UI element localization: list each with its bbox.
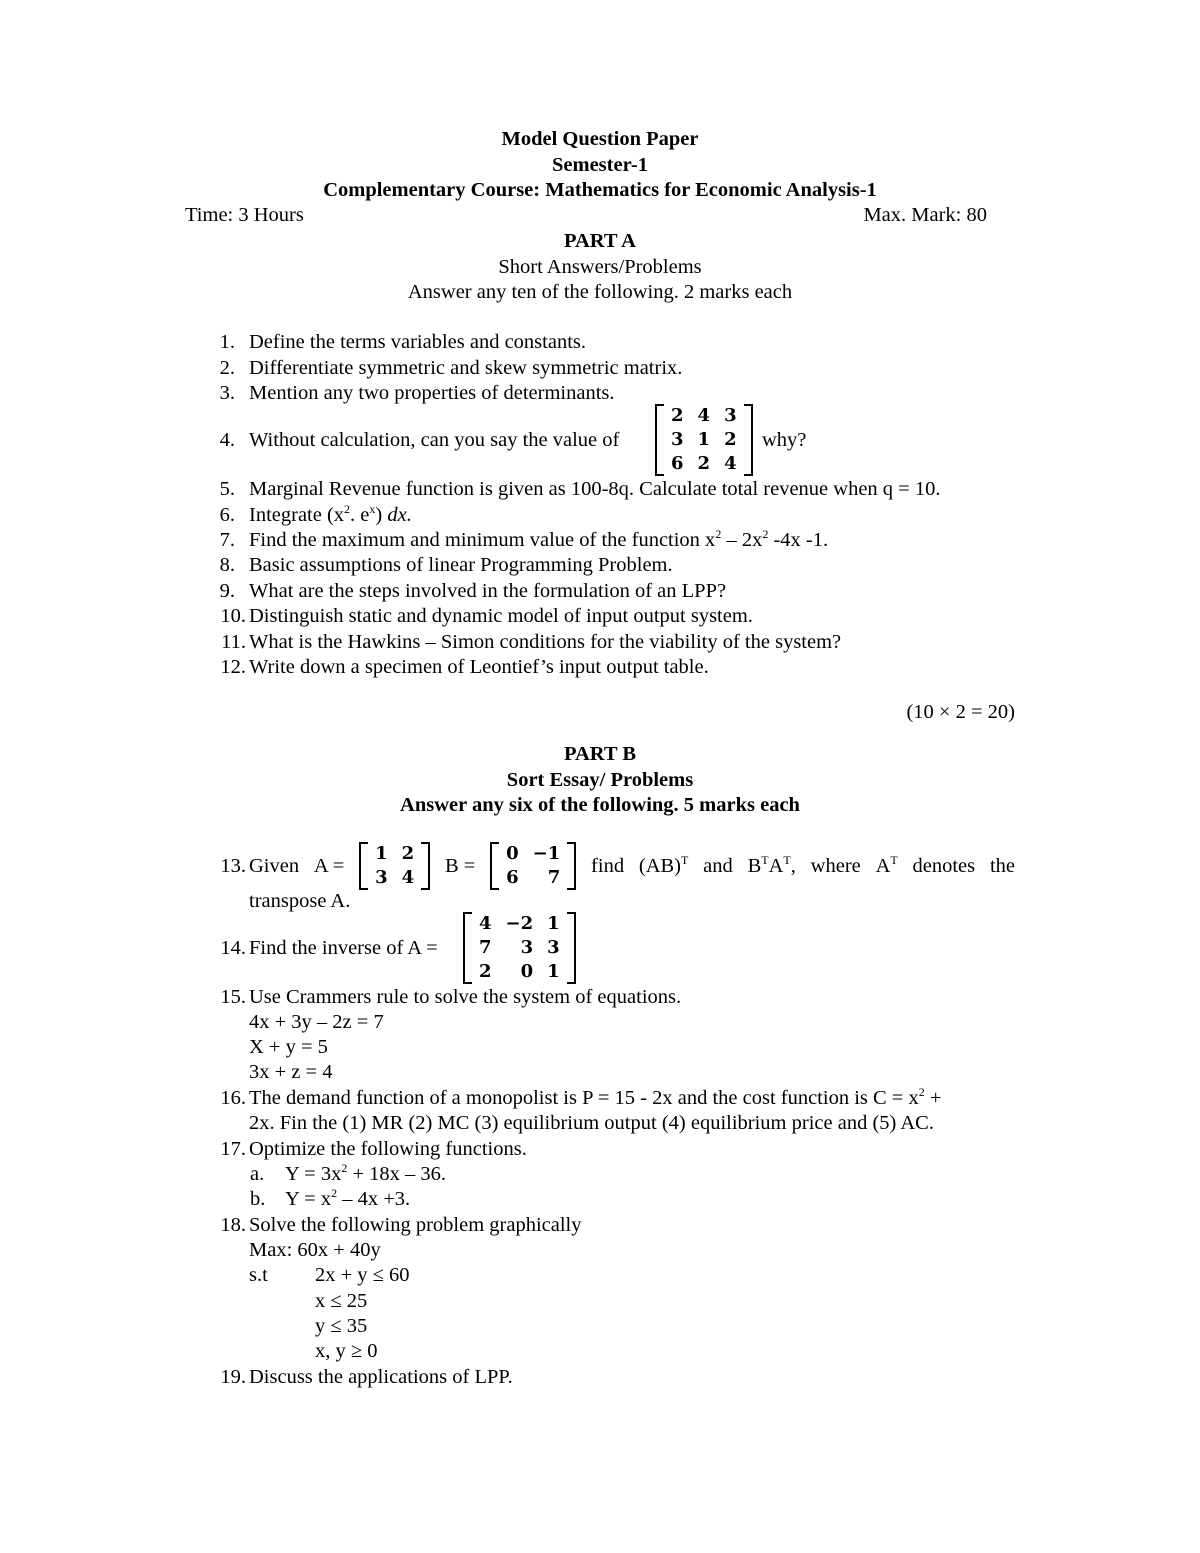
- question-number: 6.: [219, 504, 235, 526]
- question-text: Write down a specimen of Leontief’s input output table.: [249, 656, 709, 678]
- question-text: Mention any two properties of determinants.: [249, 382, 615, 404]
- sub-item-label: b.: [250, 1188, 266, 1210]
- objective: Max: 60x + 40y: [249, 1239, 381, 1261]
- constraint: x, y ≥ 0: [315, 1340, 378, 1362]
- question-number: 18.: [220, 1214, 246, 1236]
- question-text: Discuss the applications of LPP.: [249, 1366, 513, 1388]
- part-a-heading: PART A: [564, 230, 636, 252]
- matrix: 0 −1 6 7: [490, 842, 576, 890]
- sub-item-label: a.: [250, 1163, 265, 1185]
- question-text: 2x. Fin the (1) MR (2) MC (3) equilibrium output (4) equilibrium price and (5) AC.: [249, 1112, 934, 1134]
- sub-item-text: $Y = 3x^2 + 18x - 36$.: [285, 1161, 447, 1185]
- question-text: Differentiate symmetric and skew symmetric matrix.: [249, 357, 683, 379]
- matrix: 4 −2 1 7 3 3 2 0 1: [463, 912, 576, 984]
- question-number: 12.: [220, 656, 246, 678]
- question-text: The demand function of a monopolist is P = 15 - 2x and the cost function is $C = x^2$ +: [249, 1085, 942, 1109]
- sub-item-text: $Y = x^2 - 4x +3$.: [285, 1186, 411, 1210]
- question-number: 15.: [220, 986, 246, 1008]
- time-label: Time: 3 Hours: [185, 204, 304, 226]
- question-number: 19.: [220, 1366, 246, 1388]
- equation: 3x + z = 4: [249, 1061, 333, 1083]
- question-number: 16.: [220, 1087, 246, 1109]
- question-text: Solve the following problem graphically: [249, 1214, 582, 1236]
- question-text: Find the maximum and minimum value of the function $x^2 - 2x^2$ -4x -1.: [249, 527, 829, 551]
- question-text: why?: [762, 429, 807, 451]
- question-text: Distinguish static and dynamic model of input output system.: [249, 605, 753, 627]
- part-a-subheading: Short Answers/Problems: [498, 256, 702, 278]
- question-number: 8.: [219, 554, 235, 576]
- matrix: 1 2 3 4: [359, 842, 430, 890]
- matrix: 2 4 3 3 1 2 6 2 4: [655, 404, 753, 476]
- part-b-subheading: Sort Essay/ Problems: [506, 769, 694, 791]
- question-text: Marginal Revenue function is given as 100-8q. Calculate total revenue when q = 10.: [249, 478, 941, 500]
- question-number: 11.: [221, 631, 246, 653]
- question-text: What are the steps involved in the formulation of an LPP?: [249, 580, 727, 602]
- constraint: x ≤ 25: [315, 1290, 368, 1312]
- question-text: What is the Hawkins – Simon conditions for the viability of the system?: [249, 631, 842, 653]
- semester-label: Semester-1: [552, 154, 648, 176]
- part-a-marks: (10 × 2 = 20): [906, 701, 1015, 723]
- constraint-label: s.t: [249, 1264, 268, 1286]
- question-text: Basic assumptions of linear Programming Problem.: [249, 554, 673, 576]
- question-number: 9.: [219, 580, 235, 602]
- question-text: Find the inverse of A =: [249, 937, 438, 959]
- part-b-instruction: Answer any six of the following. 5 marks each: [400, 794, 800, 816]
- question-number: 13.: [220, 855, 246, 877]
- max-mark-label: Max. Mark: 80: [863, 204, 987, 226]
- question-text: Define the terms variables and constants.: [249, 331, 586, 353]
- question-number: 10.: [220, 605, 246, 627]
- question-number: 4.: [219, 429, 235, 451]
- question-number: 2.: [219, 357, 235, 379]
- question-text: Integrate ($x^2$. $e^x$) dx.: [249, 502, 412, 526]
- question-text: Without calculation, can you say the value of: [249, 429, 620, 451]
- question-number: 5.: [219, 478, 235, 500]
- part-b-heading: PART B: [564, 743, 636, 765]
- question-text: Given A = 1 2 3 4 B = 0 −1 6 7 find (AB)$^T$ and $B^TA^T$, where $A^T$ denotes the: [249, 843, 1015, 888]
- question-number: 14.: [220, 937, 246, 959]
- question-number: 3.: [219, 382, 235, 404]
- question-text: Use Crammers rule to solve the system of equations.: [249, 986, 682, 1008]
- equation: X + y = 5: [249, 1036, 328, 1058]
- course-title: Complementary Course: Mathematics for Economic Analysis-1: [323, 179, 877, 201]
- equation: 4x + 3y – 2z = 7: [249, 1011, 384, 1033]
- question-number: 1.: [219, 331, 235, 353]
- question-number: 17.: [220, 1138, 246, 1160]
- paper-title: Model Question Paper: [501, 128, 699, 150]
- question-number: 7.: [219, 529, 235, 551]
- question-text: transpose A.: [249, 890, 351, 912]
- question-text: Optimize the following functions.: [249, 1138, 527, 1160]
- constraint: y ≤ 35: [315, 1315, 368, 1337]
- constraint: 2x + y ≤ 60: [315, 1264, 410, 1286]
- part-a-instruction: Answer any ten of the following. 2 marks each: [407, 281, 793, 303]
